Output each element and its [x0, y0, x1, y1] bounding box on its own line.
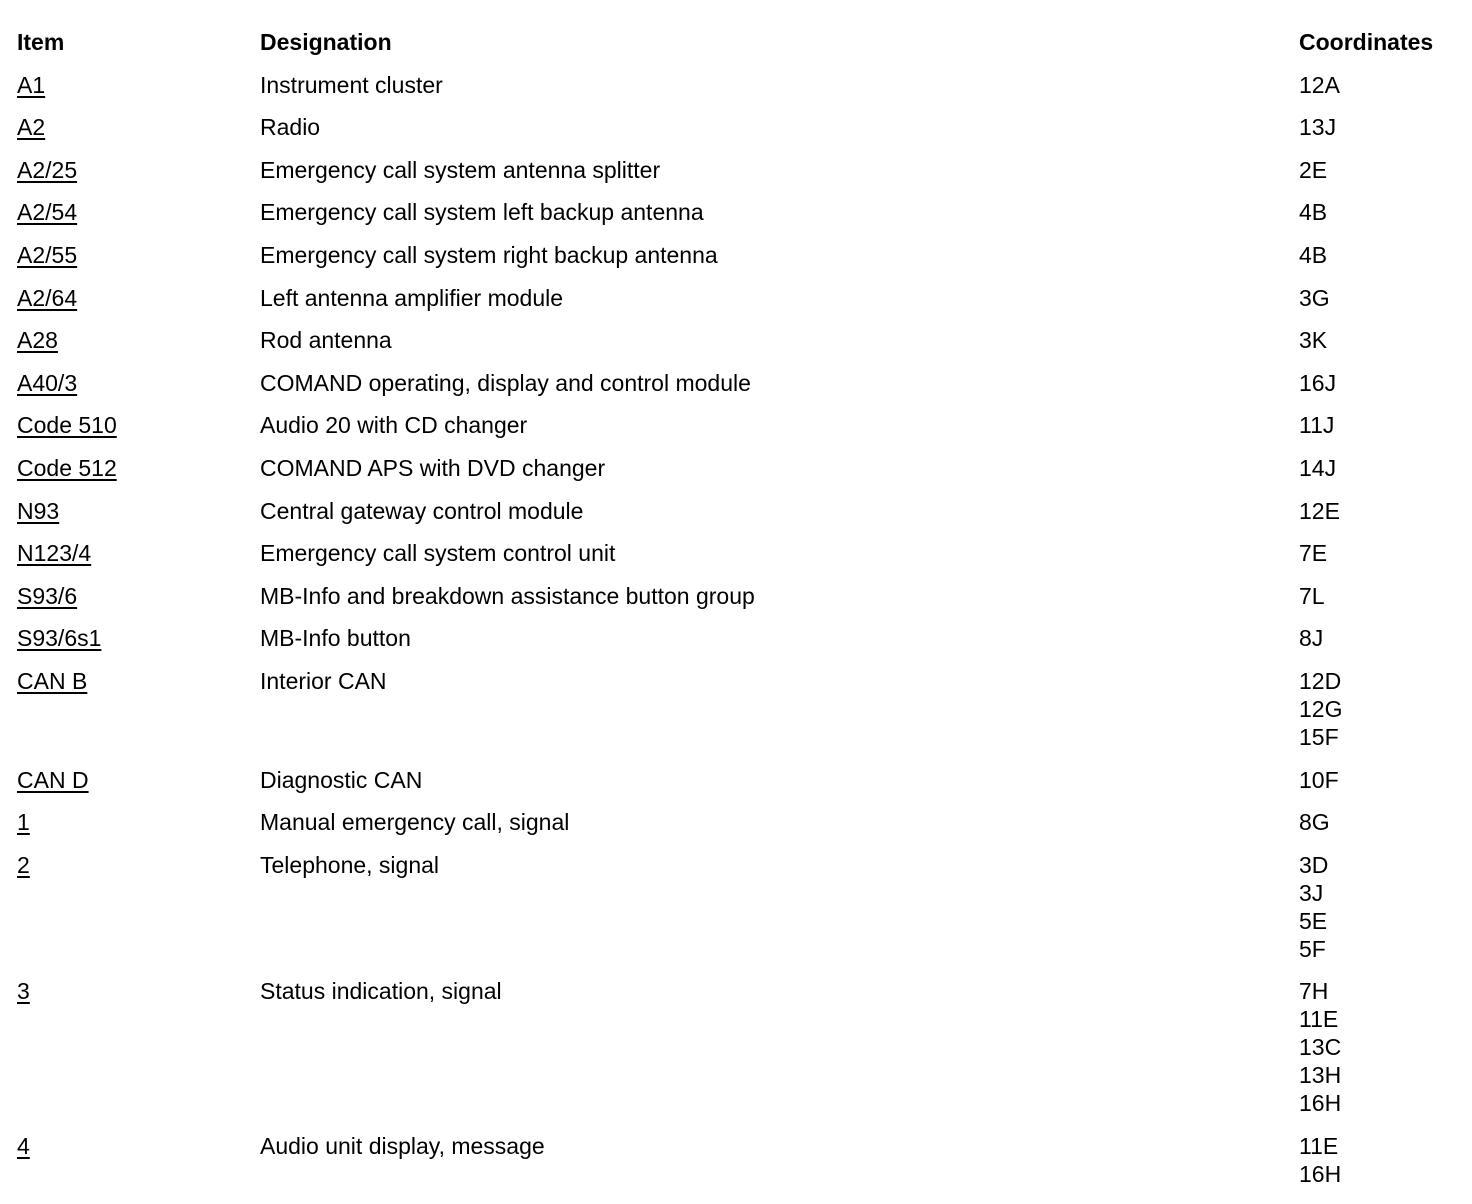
item-cell [17, 113, 45, 141]
coordinate-value: 13H [1299, 1062, 1342, 1089]
item-cell [17, 624, 101, 652]
item-cell [17, 667, 87, 695]
designation-cell: Audio 20 with CD changer [260, 412, 528, 439]
coordinate-value: 8G [1299, 809, 1330, 836]
item-cell [17, 766, 89, 794]
coordinate-value: 7H [1299, 978, 1329, 1005]
coordinate-value: 2E [1299, 156, 1328, 183]
item-link[interactable]: CAN B [17, 668, 88, 694]
designation-cell: Emergency call system right backup antenna [260, 242, 718, 268]
item-cell [17, 369, 77, 397]
coordinate-value: 11E [1299, 1133, 1339, 1159]
coordinates-cell [1299, 241, 1327, 269]
item-cell [17, 497, 59, 525]
item-link[interactable]: A2 [17, 114, 46, 141]
coordinate-value: 3D [1299, 851, 1329, 878]
designation-cell: Left antenna amplifier module [260, 284, 564, 311]
designation-cell: Diagnostic CAN [260, 766, 423, 793]
coordinate-value: 12E [1299, 497, 1340, 524]
coordinate-value: 12G [1299, 696, 1343, 722]
designation-cell: MB-Info button [260, 625, 411, 652]
coordinate-value: 5F [1299, 935, 1326, 962]
coordinates-cell [1299, 411, 1334, 439]
designation-cell: Radio [260, 114, 321, 141]
item-link[interactable]: A2/64 [17, 284, 78, 311]
coordinates-cell [1299, 369, 1336, 397]
column-header-item: Item [17, 29, 65, 55]
item-cell [17, 326, 58, 354]
designation-cell: Emergency call system control unit [260, 540, 616, 567]
item-link[interactable]: S93/6s1 [17, 625, 102, 652]
item-cell [17, 1132, 30, 1160]
coordinate-value: 14J [1299, 455, 1337, 481]
coordinates-cell [1299, 539, 1327, 567]
item-cell [17, 198, 77, 226]
designation-cell: Central gateway control module [260, 497, 584, 524]
coordinate-value: 7E [1299, 540, 1328, 567]
designation-cell: Status indication, signal [260, 978, 502, 1005]
column-header-designation: Designation [260, 29, 392, 55]
designation-cell: Interior CAN [260, 668, 387, 694]
item-link[interactable]: A28 [17, 327, 58, 354]
coordinates-cell [1299, 284, 1330, 312]
coordinate-value: 5E [1299, 907, 1328, 934]
designation-cell: COMAND APS with DVD changer [260, 455, 606, 481]
coordinates-cell [1299, 977, 1341, 1117]
designation-cell: COMAND operating, display and control module [260, 369, 751, 396]
coordinates-cell [1299, 497, 1340, 525]
item-link[interactable]: 1 [17, 809, 30, 836]
coordinates-cell [1299, 851, 1328, 963]
coordinate-value: 12D [1299, 668, 1342, 694]
item-cell [17, 156, 77, 184]
item-link[interactable]: Code 512 [17, 455, 117, 481]
coordinates-cell [1299, 1132, 1341, 1188]
item-link[interactable]: N123/4 [17, 540, 92, 567]
designation-cell: MB-Info and breakdown assistance button group [260, 582, 755, 609]
coordinates-cell [1299, 156, 1327, 184]
coordinate-value: 4B [1299, 242, 1328, 268]
item-cell [17, 71, 45, 99]
item-link[interactable]: A1 [17, 71, 46, 98]
coordinate-value: 12A [1299, 71, 1340, 98]
coordinates-cell [1299, 198, 1327, 226]
designation-cell: Audio unit display, message [260, 1133, 545, 1159]
item-link[interactable]: A2/25 [17, 156, 78, 183]
coordinate-value: 11J [1299, 412, 1335, 439]
coordinates-cell [1299, 326, 1327, 354]
item-cell [17, 284, 77, 312]
item-link[interactable]: N93 [17, 497, 60, 524]
coordinate-value: 3J [1299, 879, 1324, 906]
coordinates-cell [1299, 113, 1336, 141]
designation-cell: Manual emergency call, signal [260, 809, 570, 836]
coordinates-cell [1299, 766, 1339, 794]
item-cell [17, 851, 30, 879]
coordinate-value: 3G [1299, 284, 1330, 311]
coordinate-value: 10F [1299, 766, 1339, 793]
item-cell [17, 454, 117, 482]
coordinate-value: 3K [1299, 327, 1328, 354]
item-link[interactable]: A2/55 [17, 242, 78, 268]
designation-cell: Rod antenna [260, 327, 392, 354]
item-link[interactable]: Code 510 [17, 412, 117, 439]
coordinate-value: 8J [1299, 625, 1324, 652]
coordinate-value: 16J [1299, 369, 1337, 396]
coordinate-value: 13J [1299, 114, 1337, 141]
item-link[interactable]: 4 [17, 1133, 30, 1159]
coordinates-cell [1299, 454, 1336, 482]
coordinate-value: 16H [1299, 1161, 1342, 1187]
coordinate-value: 11E [1299, 1006, 1339, 1033]
coordinates-cell [1299, 71, 1340, 99]
coordinate-value: 16H [1299, 1090, 1342, 1117]
coordinates-cell [1299, 667, 1342, 751]
coordinates-cell [1299, 808, 1330, 836]
item-cell [17, 582, 77, 610]
coordinate-value: 7L [1299, 582, 1325, 609]
item-link[interactable]: A40/3 [17, 369, 78, 396]
coordinate-value: 15F [1299, 724, 1339, 750]
item-link[interactable]: S93/6 [17, 582, 78, 609]
column-header-coordinates: Coordinates [1299, 29, 1434, 55]
coordinate-value: 13C [1299, 1034, 1342, 1061]
item-cell [17, 977, 30, 1005]
item-link[interactable]: CAN D [17, 766, 89, 793]
designation-cell: Emergency call system antenna splitter [260, 156, 661, 183]
item-cell [17, 539, 91, 567]
designation-cell: Emergency call system left backup antenna [260, 199, 704, 226]
coordinates-cell [1299, 624, 1323, 652]
designation-cell: Telephone, signal [260, 851, 440, 878]
item-link[interactable]: 3 [17, 978, 30, 1005]
coordinate-value: 4B [1299, 199, 1328, 226]
item-link[interactable]: A2/54 [17, 199, 78, 226]
coordinates-cell [1299, 582, 1325, 610]
designation-cell: Instrument cluster [260, 71, 443, 98]
item-cell [17, 808, 30, 836]
item-cell [17, 411, 117, 439]
item-link[interactable]: 2 [17, 851, 30, 878]
item-cell [17, 241, 77, 269]
